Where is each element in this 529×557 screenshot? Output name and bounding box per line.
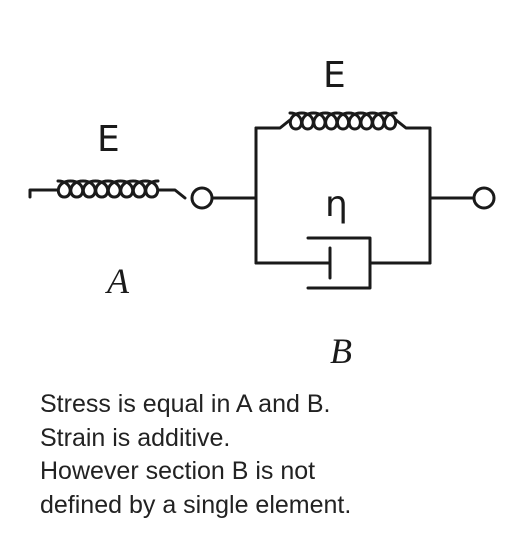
section-a-label: A — [107, 261, 129, 301]
node-a-b — [192, 188, 212, 208]
dashpot-label: η — [325, 184, 348, 225]
caption-line-1: Stress is equal in A and B. — [40, 390, 331, 418]
spring-b — [256, 113, 430, 129]
caption-line-3: However section B is not — [40, 457, 316, 485]
terminal-node — [474, 188, 494, 208]
caption-line-4: defined by a single element. — [40, 490, 352, 519]
spring-a — [30, 181, 185, 198]
dashpot — [256, 238, 430, 288]
explanation-text — [40, 388, 510, 522]
spring-b-label: E — [323, 55, 346, 96]
section-b-label: B — [330, 331, 352, 371]
caption-line-2: Strain is additive. — [40, 423, 231, 452]
spring-a-label: E — [97, 119, 120, 160]
